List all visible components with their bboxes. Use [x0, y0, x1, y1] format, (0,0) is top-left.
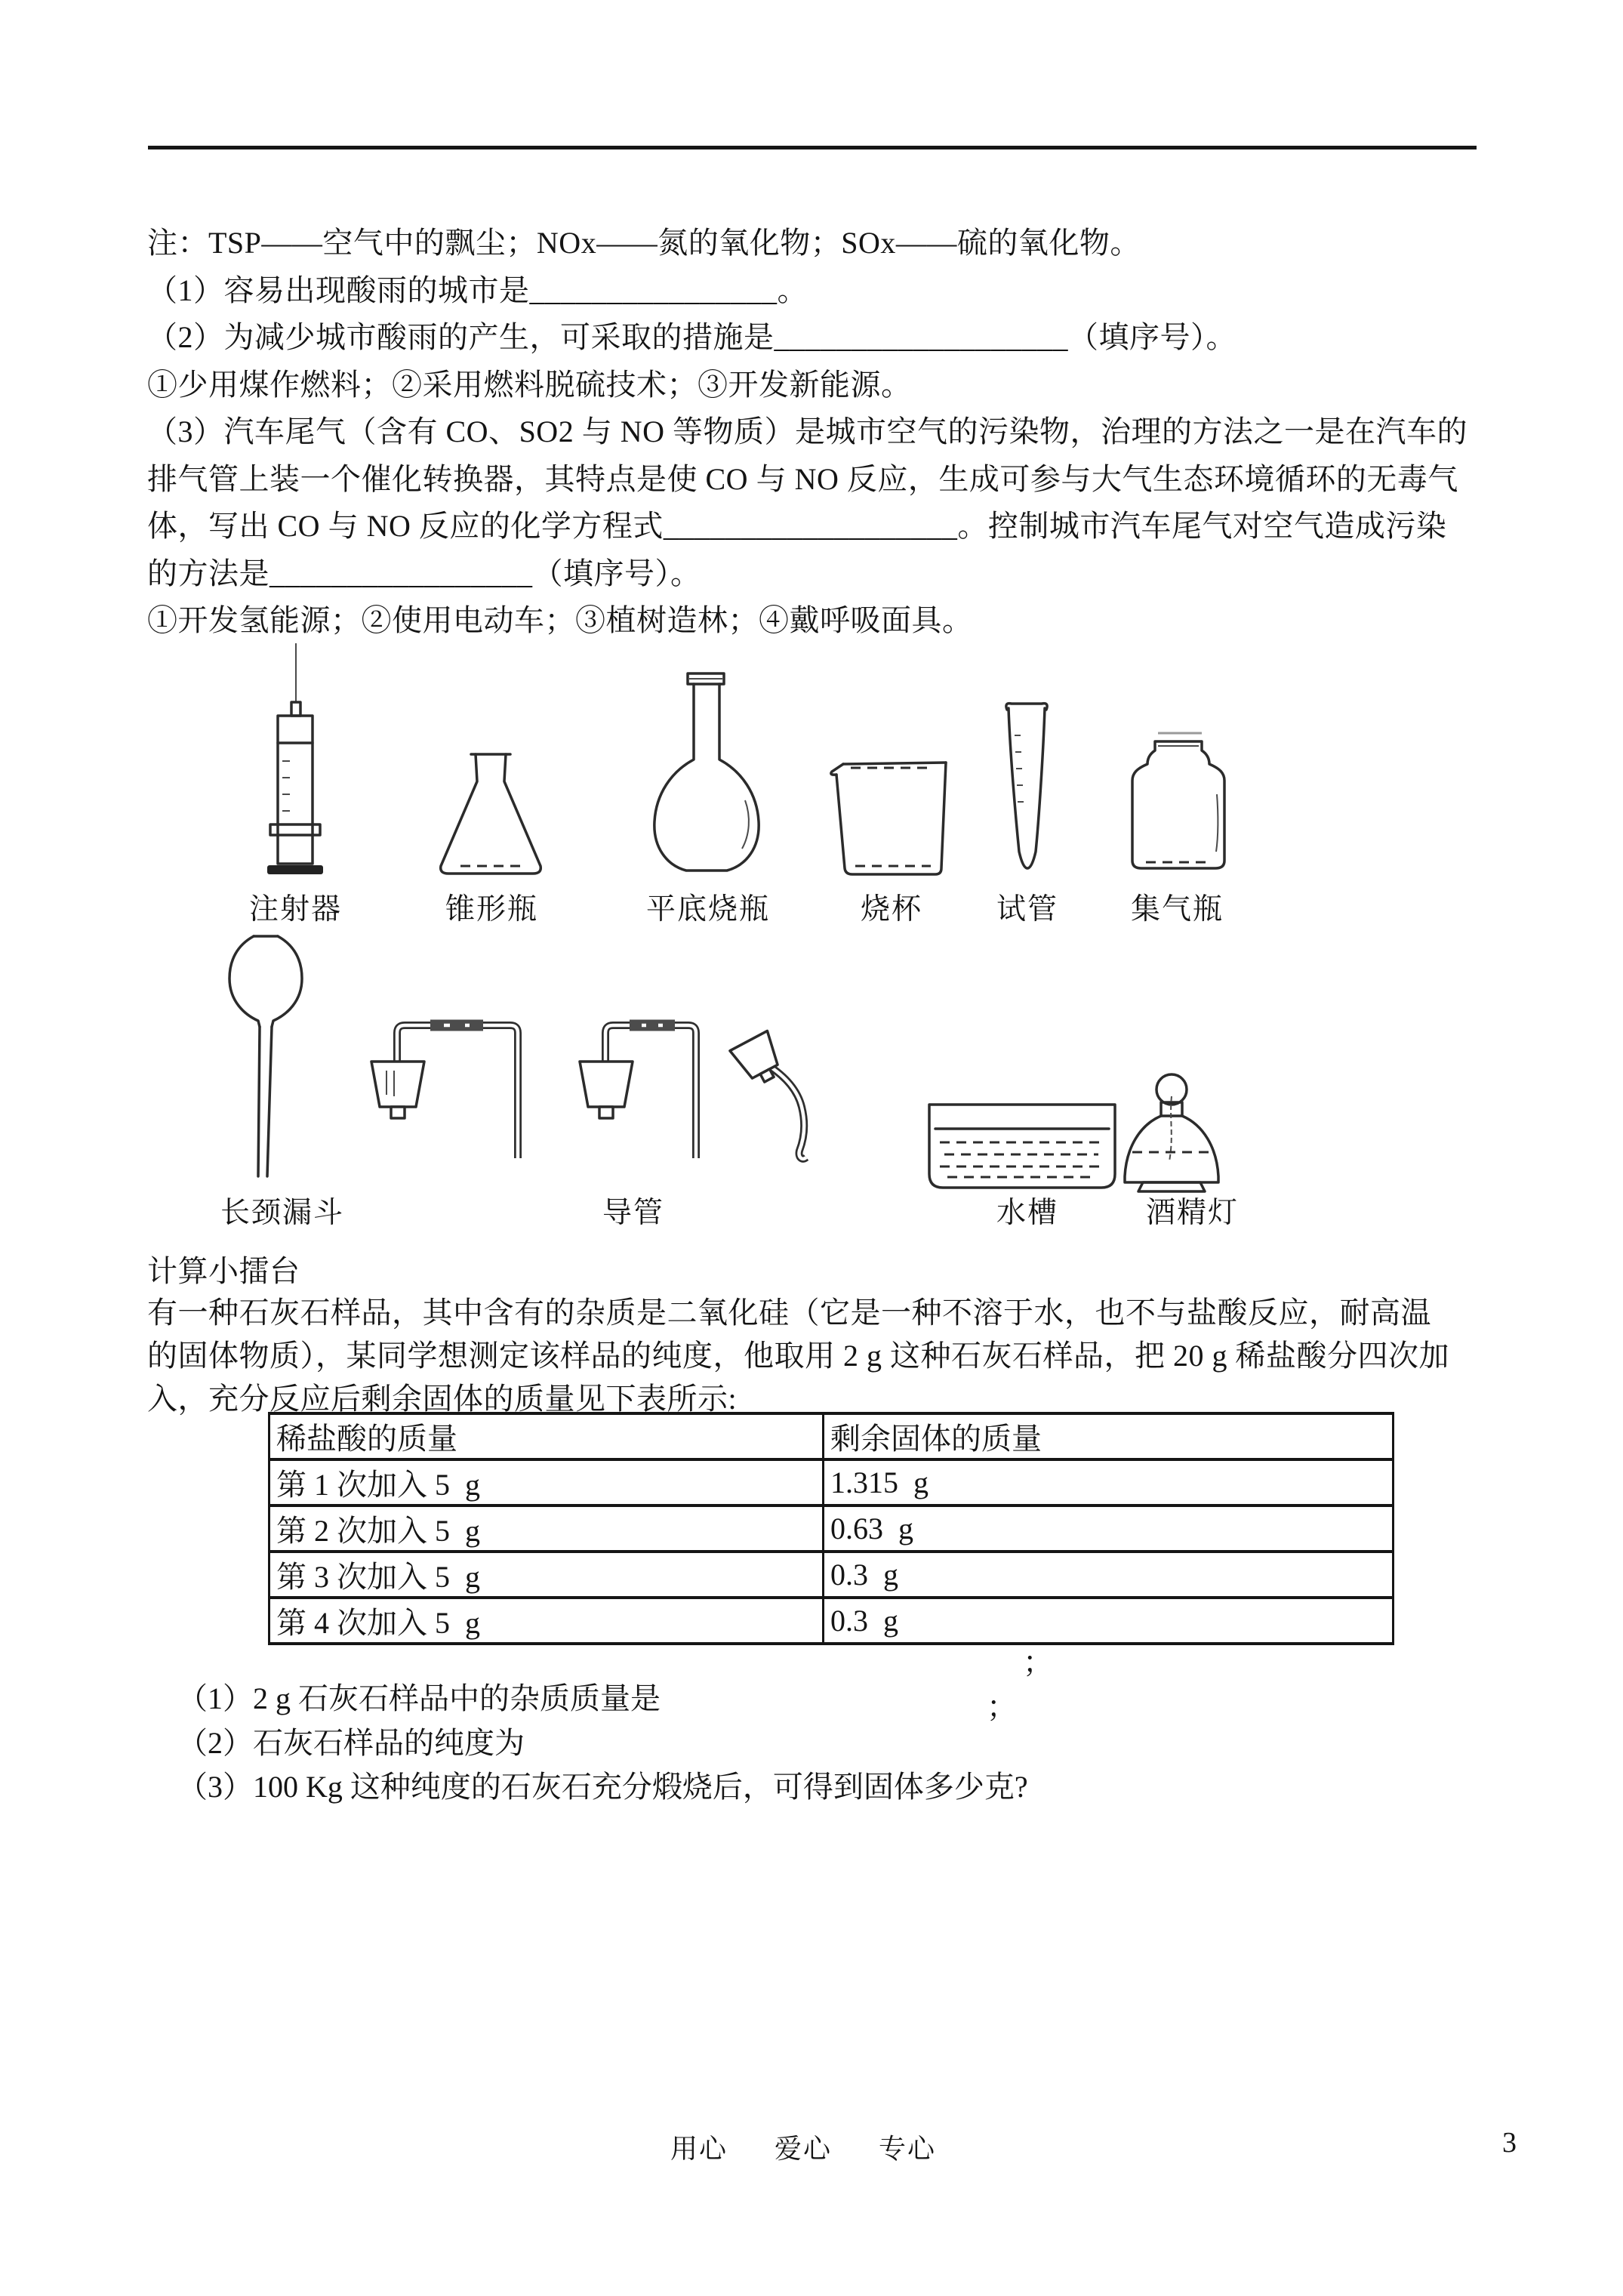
alcohol-lamp-icon [1116, 1072, 1227, 1202]
results-table [268, 1412, 1394, 1645]
question-3-line4: 的方法是_________________（填序号）。 [147, 556, 701, 590]
long-neck-funnel-icon [223, 935, 308, 1181]
delivery-tube-c-icon [723, 1025, 833, 1167]
table-row [269, 1459, 1394, 1505]
calc-sub2-text: （2）石灰石样品的纯度为 [177, 1726, 525, 1760]
cell-add-3: 第 3 次加入 5 g [269, 1552, 824, 1598]
footer-word-3: 专心 [879, 2134, 937, 2164]
question-2: （2）为减少城市酸雨的产生，可采取的措施是___________________（填序号）。 [147, 320, 1236, 354]
calc-line2: 的固体物质），某同学想测定该样品的纯度，他取用 2 g 这种石灰石样品，把 20 g 稀盐酸分四次加 [147, 1339, 1449, 1373]
calc-sub3-text: （3）100 Kg 这种纯度的石灰石充分煅烧后，可得到固体多少克? [177, 1770, 1028, 1804]
conical-flask-icon [429, 751, 553, 881]
beaker-icon [827, 755, 961, 880]
question-3-line1: （3）汽车尾气（含有 CO、SO2 与 NO 等物质）是城市空气的污染物，治理的方法之一是在汽车的 [147, 415, 1467, 448]
question-3-line2: 排气管上装一个催化转换器，其特点是使 CO 与 NO 反应，生成可参与大气生态环境循环的无毒气 [147, 462, 1458, 496]
footer-word-1: 用心 [670, 2134, 728, 2164]
question-3-options: ①开发氢能源；②使用电动车；③植树造林；④戴呼吸面具。 [147, 603, 973, 637]
calc-sub3 [147, 1733, 1506, 1841]
cell-add-1: 第 1 次加入 5 g [269, 1459, 824, 1505]
cell-residue-1: 1.315 g [824, 1459, 1394, 1505]
cell-residue-4: 0.3 g [824, 1598, 1394, 1644]
label-alcohol-lamp: 酒精灯 [1146, 1197, 1240, 1229]
test-tube-icon [998, 701, 1057, 876]
label-gas-bottle: 集气瓶 [1131, 893, 1224, 926]
header-rule [148, 146, 1477, 149]
calc-sub1-punct: ； [1023, 1645, 1053, 1679]
table-header-residue: 剩余固体的质量 [824, 1413, 1394, 1459]
label-delivery-tube: 导管 [602, 1197, 665, 1229]
cell-residue-2: 0.63 g [824, 1505, 1394, 1552]
label-water-trough: 水槽 [996, 1197, 1059, 1229]
footer-word-2: 爱心 [775, 2134, 833, 2164]
label-conical-flask: 锥形瓶 [445, 893, 539, 926]
table-header-acid: 稀盐酸的质量 [269, 1413, 824, 1459]
calc-sub2-punct: ； [987, 1690, 1017, 1724]
question-3-line3: 体，写出 CO 与 NO 反应的化学方程式___________________。控制城市汽车尾气对空气造成污染 [147, 509, 1447, 543]
page-number: 3 [1502, 2127, 1517, 2159]
table-row [269, 1552, 1394, 1598]
table-row [269, 1505, 1394, 1552]
label-syringe: 注射器 [249, 893, 343, 926]
question-1: （1）容易出现酸雨的城市是________________。 [147, 273, 808, 307]
note-line: 注：TSP——空气中的飘尘；NOx——氮的氧化物；SOx——硫的氧化物。 [147, 226, 1141, 260]
water-trough-icon [925, 1099, 1119, 1194]
label-flat-bottom-flask: 平底烧瓶 [646, 893, 771, 926]
delivery-tube-b-icon [540, 1010, 723, 1161]
question-2-options: ①少用煤作燃料；②采用燃料脱硫技术；③开发新能源。 [147, 368, 912, 402]
gas-collecting-bottle-icon [1117, 731, 1240, 877]
footer [670, 2128, 936, 2166]
table-row [269, 1598, 1394, 1644]
calc-sub1-text: （1）2 g 石灰石样品中的杂质质量是 [177, 1681, 661, 1715]
syringe-icon [255, 643, 334, 885]
calc-line1: 有一种石灰石样品，其中含有的杂质是二氧化硅（它是一种不溶于水，也不与盐酸反应，耐高温 [147, 1296, 1431, 1330]
label-test-tube: 试管 [996, 893, 1059, 926]
calc-line3: 入，充分反应后剩余固体的质量见下表所示: [147, 1382, 738, 1416]
cell-add-4: 第 4 次加入 5 g [269, 1598, 824, 1644]
cell-residue-3: 0.3 g [824, 1552, 1394, 1598]
label-long-neck-funnel: 长颈漏斗 [220, 1197, 345, 1229]
table-header-row [269, 1413, 1394, 1459]
flat-bottom-flask-icon [645, 672, 768, 880]
cell-add-2: 第 2 次加入 5 g [269, 1505, 824, 1552]
delivery-tube-a-icon [325, 1010, 545, 1161]
label-beaker: 烧杯 [861, 893, 923, 926]
calc-title: 计算小擂台 [147, 1254, 300, 1288]
